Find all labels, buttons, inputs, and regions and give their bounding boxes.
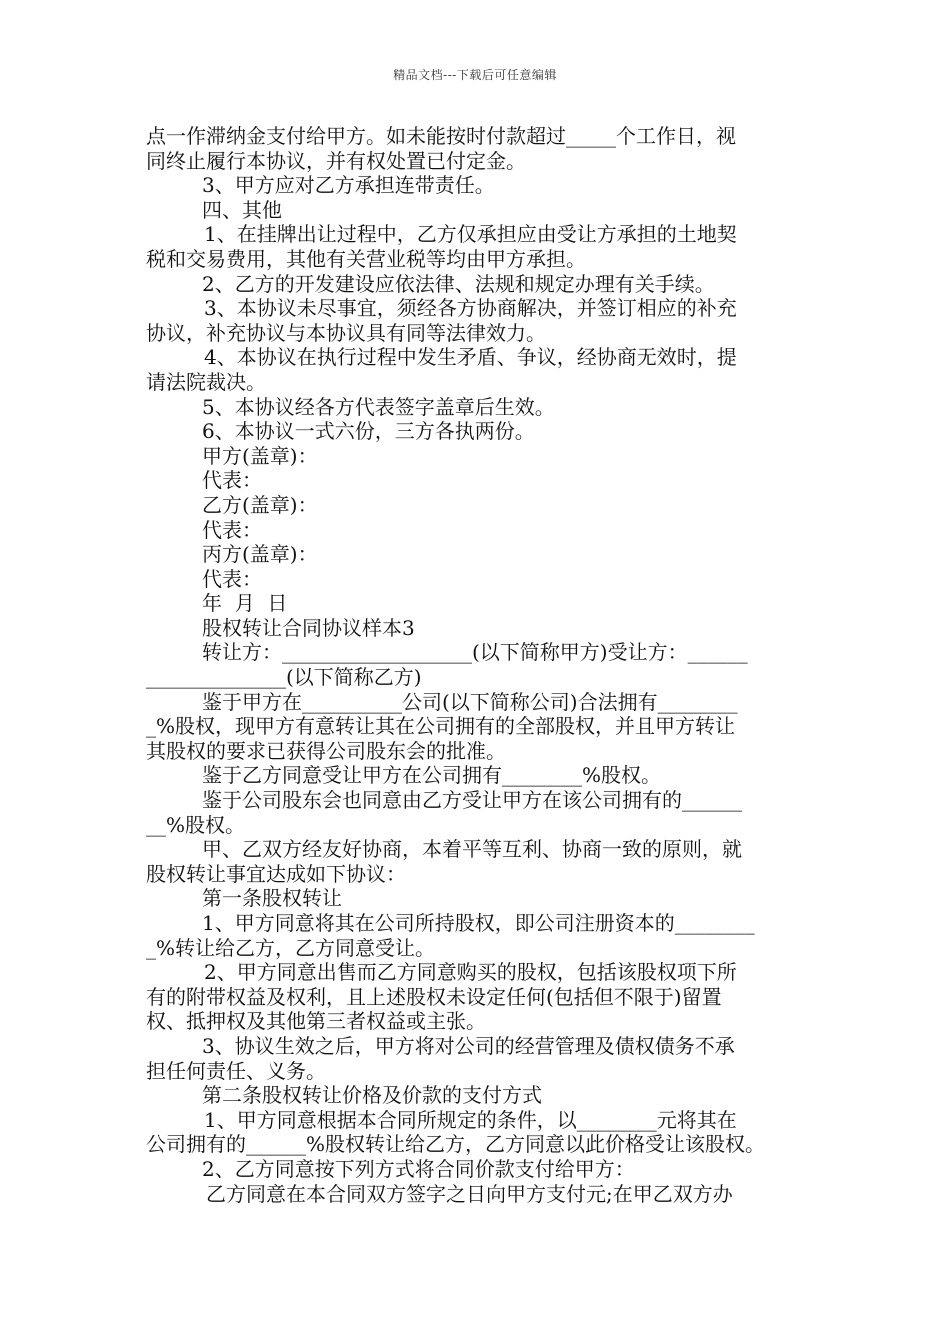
- text-line: 代表：: [202, 517, 262, 542]
- text-line: 1、甲方同意根据本合同所规定的条件，以________元将其在: [204, 1107, 737, 1132]
- text-line: 第一条股权转让: [202, 886, 342, 911]
- text-line: 股权转让事宜达成如下协议：: [146, 861, 406, 886]
- text-line: 鉴于公司股东会也同意由乙方受让甲方在该公司拥有的______: [202, 788, 742, 813]
- text-line: 乙方同意在本合同双方签字之日向甲方支付元;在甲乙双方办: [206, 1181, 733, 1206]
- text-line: 2、甲方同意出售而乙方同意购买的股权，包括该股权项下所: [204, 960, 737, 985]
- text-line: 有的附带权益及权利，且上述股权未设定任何(包括但不限于)留置: [146, 984, 722, 1009]
- text-line: 转让方：___________________(以下简称甲方)受让方：______: [202, 640, 748, 665]
- text-line: 同终止履行本协议，并有权处置已付定金。: [146, 148, 526, 173]
- text-line: 6、本协议一式六份，三方各执两份。: [202, 419, 535, 444]
- text-line: 第二条股权转让价格及价款的支付方式: [202, 1083, 542, 1108]
- text-line: 4、本协议在执行过程中发生矛盾、争议，经协商无效时，提: [204, 345, 737, 370]
- text-line: 年 月 日: [202, 591, 288, 616]
- text-line: 其股权的要求已获得公司股东会的批准。: [146, 738, 506, 763]
- text-line: 5、本协议经各方代表签字盖章后生效。: [202, 394, 555, 419]
- text-line: 四、其他: [202, 197, 282, 222]
- text-line: 甲、乙双方经友好协商，本着平等互利、协商一致的原则，就: [202, 837, 742, 862]
- text-line: 1、在挂牌出让过程中，乙方仅承担应由受让方承担的土地契: [204, 222, 737, 247]
- text-line: 协议，补充协议与本协议具有同等法律效力。: [146, 320, 546, 345]
- document-body: [146, 124, 808, 1206]
- text-line: 担任何责任、义务。: [146, 1058, 326, 1083]
- text-line: 税和交易费用，其他有关营业税等均由甲方承担。: [146, 246, 586, 271]
- text-line: 代表：: [202, 468, 262, 493]
- text-line: 权、抵押权及其他第三者权益或主张。: [146, 1009, 486, 1034]
- text-line: 3、甲方应对乙方承担连带责任。: [202, 173, 495, 198]
- text-line: 3、协议生效之后，甲方将对公司的经营管理及债权债务不承: [202, 1033, 735, 1058]
- text-line: 股权转让合同协议样本3: [202, 615, 415, 640]
- text-line: __%股权。: [146, 812, 246, 837]
- text-line: _%转让给乙方，乙方同意受让。: [146, 935, 436, 960]
- text-line: 1、甲方同意将其在公司所持股权，即公司注册资本的________: [202, 911, 755, 935]
- text-line: _%股权，现甲方有意转让其在公司拥有的全部股权，并且甲方转让: [146, 714, 736, 739]
- text-line: 代表：: [202, 566, 262, 591]
- text-line: 鉴于乙方同意受让甲方在公司拥有________%股权。: [202, 763, 662, 788]
- text-line: 公司拥有的______%股权转让给乙方，乙方同意以此价格受让该股权。: [146, 1132, 766, 1157]
- page-header: 精品文档---下载后可任意编辑: [393, 68, 557, 82]
- text-line: 鉴于甲方在__________公司(以下简称公司)合法拥有________: [202, 689, 738, 714]
- text-line: 点一作滞纳金支付给甲方。如未能按时付款超过_____个工作日，视: [146, 124, 736, 148]
- text-line: 请法院裁决。: [146, 369, 266, 394]
- text-line: 3、本协议未尽事宜，须经各方协商解决，并签订相应的补充: [204, 296, 737, 321]
- text-line: ______________(以下简称乙方): [146, 665, 422, 690]
- text-line: 2、乙方同意按下列方式将合同价款支付给甲方：: [202, 1156, 635, 1181]
- text-line: 甲方(盖章)：: [202, 443, 318, 468]
- text-line: 乙方(盖章)：: [202, 492, 318, 517]
- text-line: 2、乙方的开发建设应依法律、法规和规定办理有关手续。: [202, 271, 715, 296]
- text-line: 丙方(盖章)：: [202, 542, 318, 567]
